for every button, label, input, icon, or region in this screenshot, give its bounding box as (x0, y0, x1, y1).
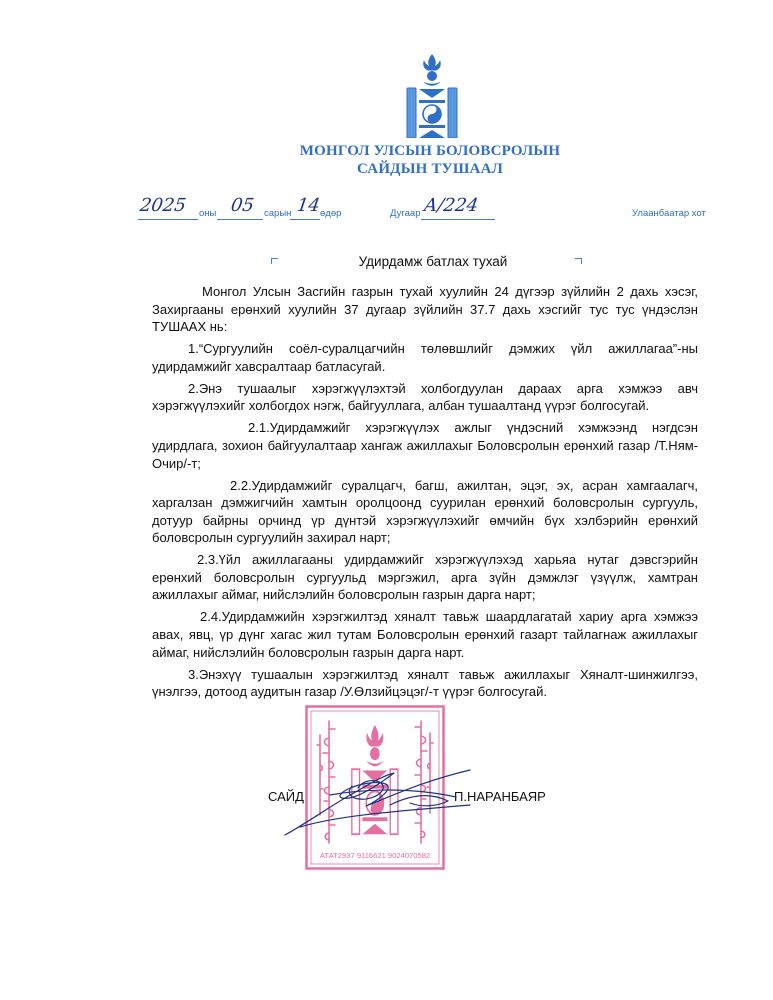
number-label: Дугаар (390, 208, 421, 219)
place-label: Улаанбаатар хот (632, 208, 706, 219)
item-2-3: 2.3.Үйл ажиллагааны удирдамжийг хэрэгжүүлэхэд харьяа нутаг дэвсгэрийн ерөнхий боловсролын сургуульд мэргэжил, арга зүйн дэмжлэг үзүүлж, хамтран ажиллахыг аймаг, нийслэлийн боловсролын газрын дарга нарт; (152, 552, 698, 603)
day-label: өдөр (320, 208, 342, 219)
number-underline (421, 219, 495, 220)
signer-name: П.НАРАНБАЯР (454, 789, 546, 804)
ministry-title-line1: МОНГОЛ УЛСЫН БОЛОВСРОЛЫН (299, 143, 561, 159)
signer-position: САЙД (268, 789, 304, 804)
item-3: 3.Энэхүү тушаалын хэрэгжилтэд хяналт тавьж ажиллахыг Хяналт-шинжилгээ, үнэлгээ, дотоод аудитын газар /У.Өлзийцэцэг/-т үүрэг болгосугай. (152, 666, 698, 700)
document-body (152, 283, 698, 705)
seal-code: АТАТ2937 9116621 9024070582 (319, 851, 431, 860)
handwritten-day: 14 (295, 195, 322, 216)
handwritten-order-number: А/224 (422, 195, 480, 216)
item-2-4: 2.4.Удирдамжийн хэрэгжилтэд хяналт тавьж шаардлагатай хариу арга хэмжээ авах, явц, үр дүнг хагас жил тутам Боловсролын ерөнхий газарт тайлагнаж ажиллахыг аймаг, нийслэлийн боловсролын газрын дарга нарт. (152, 609, 698, 660)
title-corner-left (271, 258, 278, 264)
year-label: оны (199, 208, 217, 219)
preamble: Монгол Улсын Засгийн газрын тухай хуулийн 24 дүгээр зүйлийн 2 дахь хэсэг, Захиргааны ерөнхий хуулийн 37 дугаар зүйлийн 37.7 дахь хэсгийг тус тус үндэслэн ТУШААХ нь: (152, 284, 698, 335)
item-1: 1.“Сургуулийн соёл-суралцагчийн төлөвшлийг дэмжих үйл ажиллагаа”-ны удирдамжийг хавсралтаар батласугай. (152, 341, 698, 374)
item-2-1: 2.1.Удирдамжийг хэрэгжүүлэх ажлыг үндэсний хэмжээнд нэгдсэн удирдлага, зохион байгуулалтаар хангаж ажиллахыг Боловсролын ерөнхий газар /Т.Ням-Очир/-т; (152, 420, 698, 471)
day-underline (290, 219, 320, 220)
item-2: 2.Энэ тушаалыг хэрэгжүүлэхтэй холбогдуулан дараах арга хэмжээ авч хэрэгжүүлэхийг холбогдох нэгж, байгууллага, албан тушаалтанд үүрэг болгосугай. (152, 380, 698, 414)
title-corner-right (575, 258, 582, 264)
item-2-2: 2.2.Удирдамжийг суралцагч, багш, ажилтан, эцэг, эх, асран хамгаалагч, харгалзан дэмжигчийн хамтын оролцоонд суурилан ерөнхий боловсролын сургууль, дотуур байрны орчинд үр дүнтэй хэрэгжүүлэхийг өмчийн бүх хэлбэрийн ерөнхий боловсролын сургуулийн захирал нарт; (152, 477, 698, 546)
handwritten-signature (270, 745, 490, 855)
handwritten-month: 05 (229, 195, 256, 216)
ministry-title-line2: САЙДЫН ТУШААЛ (357, 161, 503, 177)
handwritten-year: 2025 (138, 195, 188, 216)
year-underline (138, 219, 198, 220)
soyombo-emblem-icon (404, 54, 460, 138)
document-title: Удирдамж батлах тухай (358, 254, 508, 269)
month-label: сарын (264, 208, 292, 219)
month-underline (217, 219, 263, 220)
